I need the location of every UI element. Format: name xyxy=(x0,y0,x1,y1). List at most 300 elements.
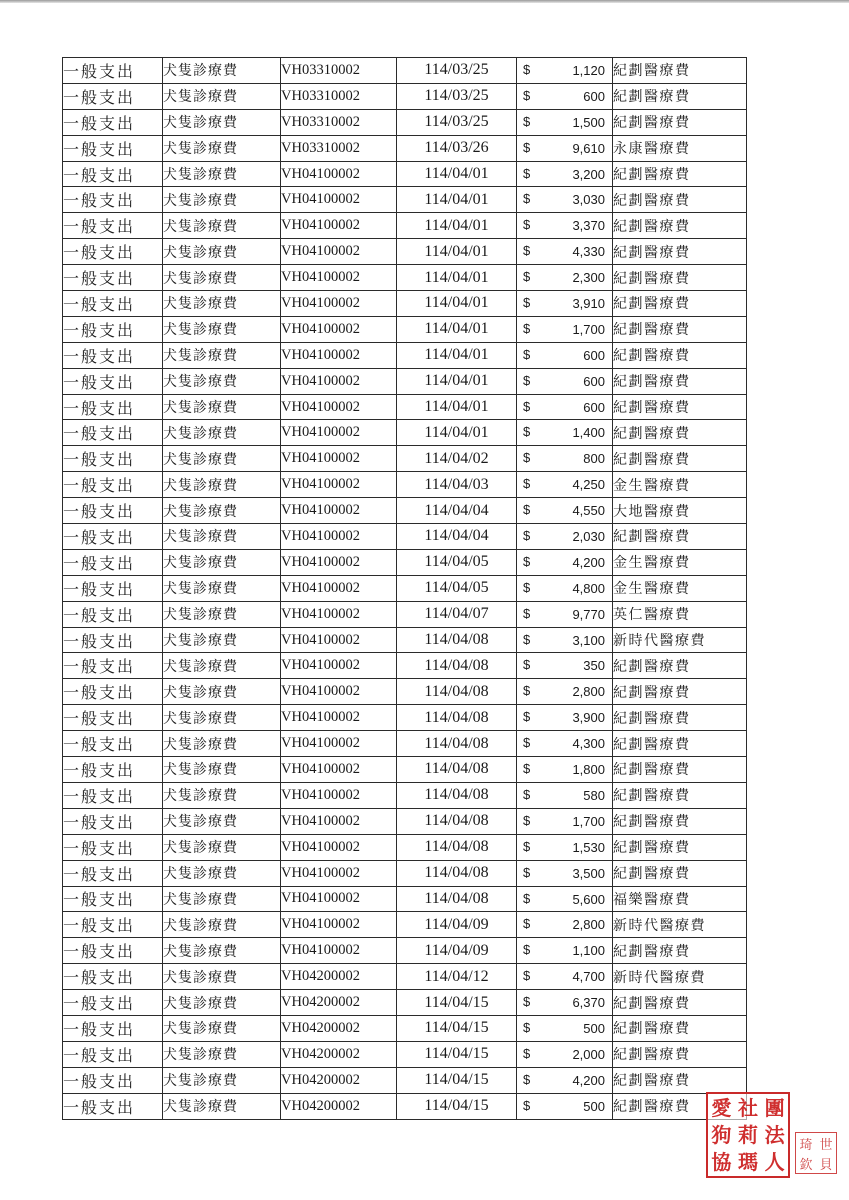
seal-char: 協 xyxy=(711,1150,732,1175)
payee-cell: 紀劃醫療費 xyxy=(613,782,747,808)
amount-cell xyxy=(517,58,613,84)
date-cell: 114/04/01 xyxy=(397,368,517,394)
date-cell: 114/04/01 xyxy=(397,420,517,446)
amount-cell xyxy=(517,1067,613,1093)
payee-cell: 永康醫療費 xyxy=(613,135,747,161)
seal-char: 琦 xyxy=(799,1137,813,1153)
payee-cell: 紀劃醫療費 xyxy=(613,83,747,109)
payee-cell: 大地醫療費 xyxy=(613,498,747,524)
amount-value: 4,250 xyxy=(572,477,605,493)
currency-symbol: $ xyxy=(523,295,531,311)
category-cell: 一般支出 xyxy=(63,394,163,420)
item-cell: 犬隻診療費 xyxy=(163,368,281,394)
currency-symbol: $ xyxy=(523,968,531,984)
item-cell: 犬隻診療費 xyxy=(163,679,281,705)
voucher-code-cell: VH04100002 xyxy=(281,912,397,938)
amount-cell xyxy=(517,679,613,705)
date-cell: 114/04/01 xyxy=(397,342,517,368)
voucher-code-cell: VH03310002 xyxy=(281,135,397,161)
seal-char: 狗 xyxy=(711,1122,732,1147)
amount-cell xyxy=(517,1015,613,1041)
amount-value: 2,800 xyxy=(572,917,605,933)
seal-char: 世 xyxy=(819,1137,833,1153)
payee-cell: 金生醫療費 xyxy=(613,472,747,498)
category-cell: 一般支出 xyxy=(63,135,163,161)
category-cell: 一般支出 xyxy=(63,420,163,446)
voucher-code-cell: VH04100002 xyxy=(281,342,397,368)
voucher-code-cell: VH04100002 xyxy=(281,316,397,342)
item-cell: 犬隻診療費 xyxy=(163,239,281,265)
currency-symbol: $ xyxy=(523,812,531,828)
amount-value: 9,610 xyxy=(572,140,605,156)
amount-value: 1,700 xyxy=(572,813,605,829)
item-cell: 犬隻診療費 xyxy=(163,1041,281,1067)
payee-cell: 紀劃醫療費 xyxy=(613,342,747,368)
date-cell: 114/04/15 xyxy=(397,1041,517,1067)
table-row xyxy=(63,135,747,161)
category-cell: 一般支出 xyxy=(63,860,163,886)
currency-symbol: $ xyxy=(523,735,531,751)
payee-cell: 紀劃醫療費 xyxy=(613,757,747,783)
item-cell: 犬隻診療費 xyxy=(163,886,281,912)
payee-cell: 紀劃醫療費 xyxy=(613,109,747,135)
item-cell: 犬隻診療費 xyxy=(163,808,281,834)
table-row xyxy=(63,964,747,990)
amount-value: 4,330 xyxy=(572,244,605,260)
voucher-code-cell: VH04100002 xyxy=(281,938,397,964)
category-cell: 一般支出 xyxy=(63,575,163,601)
payee-cell: 紀劃醫療費 xyxy=(613,808,747,834)
payee-cell: 紀劃醫療費 xyxy=(613,1015,747,1041)
payee-cell: 紀劃醫療費 xyxy=(613,938,747,964)
amount-value: 1,400 xyxy=(572,425,605,441)
amount-value: 1,530 xyxy=(572,839,605,855)
voucher-code-cell: VH04100002 xyxy=(281,731,397,757)
table-row xyxy=(63,394,747,420)
amount-value: 600 xyxy=(583,373,605,389)
category-cell: 一般支出 xyxy=(63,757,163,783)
amount-cell xyxy=(517,1041,613,1067)
amount-cell xyxy=(517,549,613,575)
voucher-code-cell: VH03310002 xyxy=(281,83,397,109)
item-cell: 犬隻診療費 xyxy=(163,342,281,368)
currency-symbol: $ xyxy=(523,916,531,932)
amount-value: 3,910 xyxy=(572,296,605,312)
amount-cell xyxy=(517,316,613,342)
table-row xyxy=(63,757,747,783)
amount-value: 3,030 xyxy=(572,192,605,208)
payee-cell: 紀劃醫療費 xyxy=(613,394,747,420)
payee-cell: 紀劃醫療費 xyxy=(613,316,747,342)
amount-cell xyxy=(517,109,613,135)
currency-symbol: $ xyxy=(523,191,531,207)
amount-value: 1,500 xyxy=(572,114,605,130)
category-cell: 一般支出 xyxy=(63,705,163,731)
table-row xyxy=(63,575,747,601)
currency-symbol: $ xyxy=(523,320,531,336)
item-cell: 犬隻診療費 xyxy=(163,757,281,783)
date-cell: 114/04/12 xyxy=(397,964,517,990)
table-row xyxy=(63,187,747,213)
currency-symbol: $ xyxy=(523,761,531,777)
payee-cell: 紀劃醫療費 xyxy=(613,1041,747,1067)
currency-symbol: $ xyxy=(523,269,531,285)
amount-value: 4,800 xyxy=(572,580,605,596)
table-row xyxy=(63,549,747,575)
voucher-code-cell: VH04100002 xyxy=(281,627,397,653)
amount-value: 2,800 xyxy=(572,684,605,700)
table-row xyxy=(63,990,747,1016)
date-cell: 114/04/15 xyxy=(397,1093,517,1119)
amount-value: 2,300 xyxy=(572,270,605,286)
currency-symbol: $ xyxy=(523,1045,531,1061)
amount-cell xyxy=(517,627,613,653)
item-cell: 犬隻診療費 xyxy=(163,575,281,601)
table-row xyxy=(63,109,747,135)
amount-value: 5,600 xyxy=(572,891,605,907)
category-cell: 一般支出 xyxy=(63,601,163,627)
currency-symbol: $ xyxy=(523,786,531,802)
date-cell: 114/04/08 xyxy=(397,834,517,860)
item-cell: 犬隻診療費 xyxy=(163,446,281,472)
amount-value: 9,770 xyxy=(572,606,605,622)
item-cell: 犬隻診療費 xyxy=(163,58,281,84)
date-cell: 114/04/01 xyxy=(397,187,517,213)
voucher-code-cell: VH04100002 xyxy=(281,679,397,705)
date-cell: 114/04/08 xyxy=(397,757,517,783)
category-cell: 一般支出 xyxy=(63,498,163,524)
voucher-code-cell: VH04200002 xyxy=(281,990,397,1016)
personal-seal-stamp xyxy=(795,1132,837,1174)
table-row xyxy=(63,446,747,472)
category-cell: 一般支出 xyxy=(63,549,163,575)
currency-symbol: $ xyxy=(523,994,531,1010)
voucher-code-cell: VH04100002 xyxy=(281,549,397,575)
table-row xyxy=(63,1093,747,1119)
item-cell: 犬隻診療費 xyxy=(163,782,281,808)
payee-cell: 福樂醫療費 xyxy=(613,886,747,912)
amount-cell xyxy=(517,731,613,757)
table-row xyxy=(63,524,747,550)
date-cell: 114/04/02 xyxy=(397,446,517,472)
seal-char: 法 xyxy=(764,1122,785,1147)
amount-cell xyxy=(517,83,613,109)
table-row xyxy=(63,938,747,964)
date-cell: 114/04/09 xyxy=(397,938,517,964)
item-cell: 犬隻診療費 xyxy=(163,834,281,860)
voucher-code-cell: VH04100002 xyxy=(281,860,397,886)
currency-symbol: $ xyxy=(523,87,531,103)
item-cell: 犬隻診療費 xyxy=(163,653,281,679)
amount-value: 350 xyxy=(583,658,605,674)
currency-symbol: $ xyxy=(523,631,531,647)
voucher-code-cell: VH04100002 xyxy=(281,808,397,834)
seal-char: 瑪 xyxy=(737,1150,758,1175)
amount-value: 580 xyxy=(583,787,605,803)
amount-value: 3,900 xyxy=(572,710,605,726)
payee-cell: 紀劃醫療費 xyxy=(613,705,747,731)
date-cell: 114/04/01 xyxy=(397,291,517,317)
date-cell: 114/03/25 xyxy=(397,109,517,135)
date-cell: 114/04/08 xyxy=(397,731,517,757)
category-cell: 一般支出 xyxy=(63,265,163,291)
currency-symbol: $ xyxy=(523,579,531,595)
payee-cell: 新時代醫療費 xyxy=(613,912,747,938)
category-cell: 一般支出 xyxy=(63,109,163,135)
category-cell: 一般支出 xyxy=(63,187,163,213)
voucher-code-cell: VH04100002 xyxy=(281,446,397,472)
item-cell: 犬隻診療費 xyxy=(163,316,281,342)
table-row xyxy=(63,83,747,109)
expense-ledger-table xyxy=(62,57,747,1120)
date-cell: 114/04/04 xyxy=(397,524,517,550)
amount-value: 4,200 xyxy=(572,1072,605,1088)
currency-symbol: $ xyxy=(523,838,531,854)
category-cell: 一般支出 xyxy=(63,446,163,472)
amount-cell xyxy=(517,135,613,161)
currency-symbol: $ xyxy=(523,1071,531,1087)
table-row xyxy=(63,239,747,265)
table-row xyxy=(63,679,747,705)
amount-cell xyxy=(517,161,613,187)
amount-cell xyxy=(517,265,613,291)
voucher-code-cell: VH04100002 xyxy=(281,187,397,213)
currency-symbol: $ xyxy=(523,890,531,906)
payee-cell: 紀劃醫療費 xyxy=(613,731,747,757)
currency-symbol: $ xyxy=(523,605,531,621)
payee-cell: 紀劃醫療費 xyxy=(613,653,747,679)
amount-value: 500 xyxy=(583,1020,605,1036)
item-cell: 犬隻診療費 xyxy=(163,187,281,213)
item-cell: 犬隻診療費 xyxy=(163,524,281,550)
voucher-code-cell: VH04100002 xyxy=(281,886,397,912)
amount-cell xyxy=(517,1093,613,1119)
amount-cell xyxy=(517,808,613,834)
date-cell: 114/04/03 xyxy=(397,472,517,498)
currency-symbol: $ xyxy=(523,683,531,699)
amount-value: 3,100 xyxy=(572,632,605,648)
table-row xyxy=(63,213,747,239)
payee-cell: 紀劃醫療費 xyxy=(613,860,747,886)
payee-cell: 金生醫療費 xyxy=(613,549,747,575)
seal-char: 愛 xyxy=(711,1095,732,1120)
payee-cell: 紀劃醫療費 xyxy=(613,291,747,317)
category-cell: 一般支出 xyxy=(63,653,163,679)
amount-cell xyxy=(517,239,613,265)
amount-value: 2,000 xyxy=(572,1046,605,1062)
payee-cell: 紀劃醫療費 xyxy=(613,187,747,213)
table-row xyxy=(63,860,747,886)
amount-cell xyxy=(517,368,613,394)
amount-value: 1,120 xyxy=(572,63,605,78)
table-row xyxy=(63,834,747,860)
amount-cell xyxy=(517,472,613,498)
category-cell: 一般支出 xyxy=(63,1041,163,1067)
item-cell: 犬隻診療費 xyxy=(163,498,281,524)
category-cell: 一般支出 xyxy=(63,627,163,653)
item-cell: 犬隻診療費 xyxy=(163,420,281,446)
category-cell: 一般支出 xyxy=(63,1067,163,1093)
amount-cell xyxy=(517,498,613,524)
amount-cell xyxy=(517,912,613,938)
amount-value: 600 xyxy=(583,399,605,415)
amount-value: 3,370 xyxy=(572,218,605,234)
table-row xyxy=(63,472,747,498)
voucher-code-cell: VH04100002 xyxy=(281,161,397,187)
amount-value: 1,100 xyxy=(572,943,605,959)
amount-cell xyxy=(517,990,613,1016)
voucher-code-cell: VH04200002 xyxy=(281,1093,397,1119)
item-cell: 犬隻診療費 xyxy=(163,472,281,498)
currency-symbol: $ xyxy=(523,864,531,880)
currency-symbol: $ xyxy=(523,942,531,958)
date-cell: 114/04/07 xyxy=(397,601,517,627)
payee-cell: 紀劃醫療費 xyxy=(613,990,747,1016)
date-cell: 114/04/08 xyxy=(397,886,517,912)
payee-cell: 新時代醫療費 xyxy=(613,964,747,990)
item-cell: 犬隻診療費 xyxy=(163,394,281,420)
seal-char: 欽 xyxy=(799,1157,813,1173)
table-row xyxy=(63,1067,747,1093)
voucher-code-cell: VH04200002 xyxy=(281,964,397,990)
amount-value: 1,700 xyxy=(572,321,605,337)
category-cell: 一般支出 xyxy=(63,1015,163,1041)
amount-value: 4,200 xyxy=(572,554,605,570)
category-cell: 一般支出 xyxy=(63,834,163,860)
seal-char: 人 xyxy=(764,1150,785,1175)
date-cell: 114/04/01 xyxy=(397,213,517,239)
amount-cell xyxy=(517,213,613,239)
voucher-code-cell: VH04100002 xyxy=(281,757,397,783)
item-cell: 犬隻診療費 xyxy=(163,135,281,161)
amount-value: 2,030 xyxy=(572,529,605,545)
category-cell: 一般支出 xyxy=(63,1093,163,1119)
voucher-code-cell: VH04100002 xyxy=(281,213,397,239)
amount-cell xyxy=(517,601,613,627)
amount-value: 600 xyxy=(583,347,605,363)
payee-cell: 紀劃醫療費 xyxy=(613,1093,747,1119)
date-cell: 114/04/01 xyxy=(397,161,517,187)
amount-cell xyxy=(517,420,613,446)
currency-symbol: $ xyxy=(523,450,531,466)
table-row xyxy=(63,782,747,808)
voucher-code-cell: VH04100002 xyxy=(281,368,397,394)
payee-cell: 紀劃醫療費 xyxy=(613,1067,747,1093)
item-cell: 犬隻診療費 xyxy=(163,731,281,757)
item-cell: 犬隻診療費 xyxy=(163,265,281,291)
payee-cell: 紀劃醫療費 xyxy=(613,420,747,446)
table-row xyxy=(63,1041,747,1067)
table-row xyxy=(63,161,747,187)
date-cell: 114/04/08 xyxy=(397,782,517,808)
amount-value: 1,800 xyxy=(572,762,605,778)
currency-symbol: $ xyxy=(523,1019,531,1035)
item-cell: 犬隻診療費 xyxy=(163,938,281,964)
item-cell: 犬隻診療費 xyxy=(163,912,281,938)
payee-cell: 紀劃醫療費 xyxy=(613,524,747,550)
item-cell: 犬隻診療費 xyxy=(163,1093,281,1119)
item-cell: 犬隻診療費 xyxy=(163,549,281,575)
table-row xyxy=(63,731,747,757)
category-cell: 一般支出 xyxy=(63,161,163,187)
item-cell: 犬隻診療費 xyxy=(163,1015,281,1041)
currency-symbol: $ xyxy=(523,657,531,673)
amount-cell xyxy=(517,964,613,990)
amount-value: 3,200 xyxy=(572,166,605,182)
payee-cell: 紀劃醫療費 xyxy=(613,161,747,187)
voucher-code-cell: VH04100002 xyxy=(281,601,397,627)
association-seal-stamp xyxy=(706,1092,790,1178)
voucher-code-cell: VH03310002 xyxy=(281,58,397,84)
item-cell: 犬隻診療費 xyxy=(163,601,281,627)
amount-value: 3,500 xyxy=(572,865,605,881)
currency-symbol: $ xyxy=(523,476,531,492)
category-cell: 一般支出 xyxy=(63,291,163,317)
payee-cell: 金生醫療費 xyxy=(613,575,747,601)
item-cell: 犬隻診療費 xyxy=(163,291,281,317)
category-cell: 一般支出 xyxy=(63,83,163,109)
payee-cell: 新時代醫療費 xyxy=(613,627,747,653)
amount-value: 600 xyxy=(583,88,605,104)
amount-value: 4,300 xyxy=(572,736,605,752)
currency-symbol: $ xyxy=(523,346,531,362)
table-row xyxy=(63,316,747,342)
item-cell: 犬隻診療費 xyxy=(163,213,281,239)
date-cell: 114/04/01 xyxy=(397,265,517,291)
amount-cell xyxy=(517,575,613,601)
voucher-code-cell: VH03310002 xyxy=(281,109,397,135)
currency-symbol: $ xyxy=(523,398,531,414)
date-cell: 114/04/08 xyxy=(397,808,517,834)
amount-value: 4,700 xyxy=(572,969,605,985)
seal-char: 莉 xyxy=(737,1122,758,1147)
voucher-code-cell: VH04100002 xyxy=(281,239,397,265)
table-row xyxy=(63,265,747,291)
category-cell: 一般支出 xyxy=(63,524,163,550)
category-cell: 一般支出 xyxy=(63,808,163,834)
currency-symbol: $ xyxy=(523,62,531,77)
date-cell: 114/04/01 xyxy=(397,316,517,342)
category-cell: 一般支出 xyxy=(63,731,163,757)
date-cell: 114/04/09 xyxy=(397,912,517,938)
date-cell: 114/04/08 xyxy=(397,679,517,705)
amount-value: 800 xyxy=(583,451,605,467)
voucher-code-cell: VH04100002 xyxy=(281,265,397,291)
category-cell: 一般支出 xyxy=(63,990,163,1016)
table-row xyxy=(63,291,747,317)
item-cell: 犬隻診療費 xyxy=(163,161,281,187)
payee-cell: 紀劃醫療費 xyxy=(613,679,747,705)
voucher-code-cell: VH04100002 xyxy=(281,472,397,498)
voucher-code-cell: VH04100002 xyxy=(281,782,397,808)
amount-cell xyxy=(517,834,613,860)
payee-cell: 紀劃醫療費 xyxy=(613,239,747,265)
category-cell: 一般支出 xyxy=(63,912,163,938)
voucher-code-cell: VH04100002 xyxy=(281,394,397,420)
date-cell: 114/04/15 xyxy=(397,1067,517,1093)
scan-top-edge xyxy=(0,0,849,3)
currency-symbol: $ xyxy=(523,165,531,181)
amount-value: 4,550 xyxy=(572,503,605,519)
category-cell: 一般支出 xyxy=(63,938,163,964)
currency-symbol: $ xyxy=(523,243,531,259)
currency-symbol: $ xyxy=(523,553,531,569)
amount-value: 500 xyxy=(583,1098,605,1114)
category-cell: 一般支出 xyxy=(63,213,163,239)
ledger-body xyxy=(63,58,747,1120)
category-cell: 一般支出 xyxy=(63,342,163,368)
date-cell: 114/04/08 xyxy=(397,653,517,679)
